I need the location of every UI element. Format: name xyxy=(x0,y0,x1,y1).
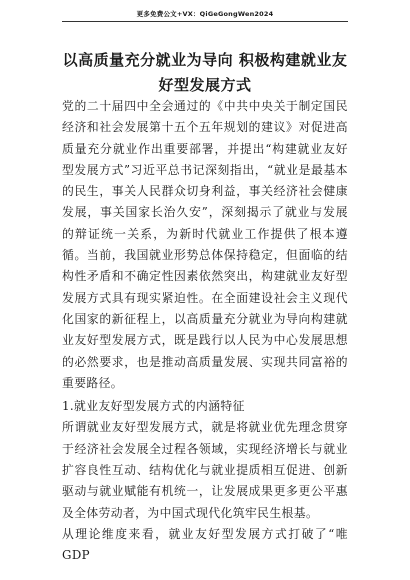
page-header: 更多免费公文+VX：QiGeGongWen2024 xyxy=(136,10,274,18)
header-divider xyxy=(62,21,348,22)
section-paragraph: 所谓就业友好型发展方式，就是将就业优先理念贯穿于经济社会发展全过程各领域，实现经济增长与就业扩容良性互动、结构优化与就业提质相互促进、创新驱动与就业赋能有机统一，让发展成果更多更公平惠及全体劳动者，为中国式现代化筑牢民生根基。 xyxy=(62,420,348,520)
document-title: 以高质量充分就业为导向 积极构建就业友好型发展方式 xyxy=(62,51,348,94)
document-body xyxy=(62,96,348,567)
section-heading: 1.就业友好型发展方式的内涵特征 xyxy=(62,399,245,414)
intro-paragraph: 党的二十届四中全会通过的《中共中央关于制定国民经济和社会发展第十五个五年规划的建议》对促进高质量充分就业作出重要部署，并提出“构建就业友好型发展方式”习近平总书记深刻指出，“就业是最基本的民生，事关人民群众切身利益，事关经济社会健康发展，事关国家长治久安”，深刻揭示了就业与发展的辩证统一关系，为新时代就业工作提供了根本遵循。当前，我国就业形势总体保持稳定，但面临的结构性矛盾和不确定性因素依然突出，构建就业友好型发展方式具有现实紧迫性。在全面建设社会主义现代化国家的新征程上，以高质量充分就业为导向构建就业友好型发展方式，既是践行以人民为中心发展思想的必然要求，也是推动高质量发展、实现共同富裕的重要路径。 xyxy=(62,99,348,390)
section-paragraph-continued: 从理论维度来看，就业友好型发展方式打破了“唯GDP xyxy=(62,526,348,563)
